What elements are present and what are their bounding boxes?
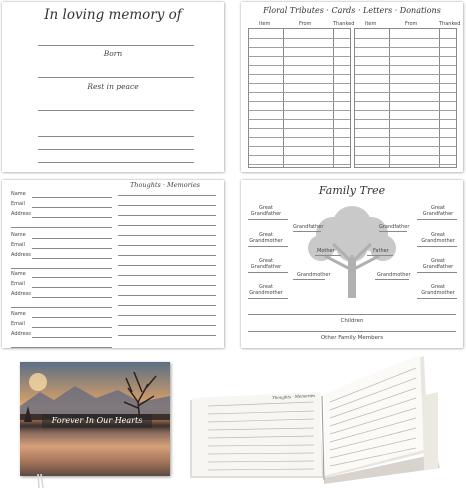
rest-in-peace-label: Rest in peace xyxy=(87,82,139,91)
tributes-table-left xyxy=(248,21,355,168)
table-row-line xyxy=(249,65,350,66)
table-row-line xyxy=(249,110,350,111)
guest-field-label: Email xyxy=(11,321,25,327)
mother-label: Mother xyxy=(317,248,335,254)
bookmark-ribbon xyxy=(36,474,46,488)
memory-writing-line xyxy=(118,205,216,206)
guest-field-label: Address xyxy=(11,252,31,258)
table-row-line xyxy=(249,146,350,147)
great-grandfather-label: Great Grandfather xyxy=(422,205,454,217)
table-row-line xyxy=(249,47,350,48)
guest-field-label: Email xyxy=(11,242,25,248)
table-row-line xyxy=(249,128,350,129)
table-row-line xyxy=(355,38,456,39)
father-label: Father xyxy=(373,248,389,254)
born-line xyxy=(38,77,194,78)
open-book-page-header: Thoughts · Memories xyxy=(271,392,316,401)
column-header-thanked: Thanked xyxy=(333,21,355,27)
table-row-line xyxy=(249,101,350,102)
table-row-line xyxy=(355,146,456,147)
tributes-table-right xyxy=(354,21,461,168)
memory-writing-line xyxy=(118,225,216,226)
guest-field-line xyxy=(11,227,112,228)
table-row-line xyxy=(355,119,456,120)
table-row-line xyxy=(355,83,456,84)
guest-field-line xyxy=(32,197,112,198)
guest-field-label: Name xyxy=(11,271,26,277)
guest-field-line xyxy=(32,317,112,318)
born-label: Born xyxy=(103,49,123,58)
book-cover-title: Forever In Our Hearts xyxy=(51,416,143,425)
memory-writing-line xyxy=(118,265,216,266)
family-tree-card xyxy=(241,180,463,348)
table-row-line xyxy=(355,92,456,93)
table-row-line xyxy=(249,164,350,165)
tributes-page-title: Floral Tributes · Cards · Letters · Donations xyxy=(263,6,441,15)
memory-page-card xyxy=(2,2,224,172)
guest-field-line xyxy=(32,297,112,298)
memory-writing-line xyxy=(118,245,216,246)
table-row-line xyxy=(355,47,456,48)
table-row-line xyxy=(355,155,456,156)
open-guest-book xyxy=(188,356,460,484)
guest-field-label: Email xyxy=(11,201,25,207)
note-line xyxy=(38,136,194,137)
column-header-from: From xyxy=(405,21,418,27)
guest-field-label: Name xyxy=(11,311,26,317)
grandfather-right-label: Grandfather xyxy=(379,224,410,230)
table-row-line xyxy=(355,101,456,102)
memory-writing-line xyxy=(118,325,216,326)
thoughts-page-card xyxy=(2,180,224,348)
memory-writing-line xyxy=(118,255,216,256)
great-grandmother-label: Great Grandmother xyxy=(421,232,455,244)
note-line xyxy=(38,149,194,150)
table-row-line xyxy=(249,74,350,75)
children-label: Children xyxy=(340,318,364,324)
table-row-line xyxy=(355,74,456,75)
column-header-item: Item xyxy=(365,21,377,27)
table-row-line xyxy=(249,92,350,93)
table-row-line xyxy=(249,119,350,120)
book-cover-photo xyxy=(20,362,170,476)
table-row-line xyxy=(249,137,350,138)
guest-field-line xyxy=(32,238,112,239)
memory-writing-line xyxy=(118,285,216,286)
guest-field-line xyxy=(32,287,112,288)
memory-writing-line xyxy=(118,215,216,216)
great-grandmother-label: Great Grandmother xyxy=(249,232,283,244)
memory-writing-line xyxy=(118,305,216,306)
memory-writing-line xyxy=(118,275,216,276)
great-grandfather-label: Great Grandfather xyxy=(250,205,282,217)
guest-field-line xyxy=(11,268,112,269)
great-grandfather-label: Great Grandfather xyxy=(250,258,282,270)
guest-field-line xyxy=(32,277,112,278)
guest-field-line xyxy=(32,258,112,259)
table-row-line xyxy=(249,155,350,156)
memory-writing-line xyxy=(118,295,216,296)
open-book-pages xyxy=(188,356,460,484)
table-row-line xyxy=(355,164,456,165)
table-row-line xyxy=(355,110,456,111)
column-header-from: From xyxy=(299,21,312,27)
memory-writing-line xyxy=(118,195,216,196)
guest-field-line xyxy=(11,307,112,308)
guest-field-line xyxy=(32,327,112,328)
memory-writing-line xyxy=(118,235,216,236)
great-grandfather-label: Great Grandfather xyxy=(422,258,454,270)
family-tree-title: Family Tree xyxy=(318,184,386,197)
guest-field-line xyxy=(32,337,112,338)
grandfather-left-label: Grandfather xyxy=(293,224,324,230)
guest-field-line xyxy=(32,248,112,249)
guest-field-line xyxy=(32,207,112,208)
memory-writing-line xyxy=(118,335,216,336)
table-row-line xyxy=(249,56,350,57)
table-row-line xyxy=(355,137,456,138)
other-family-members-label: Other Family Members xyxy=(320,335,384,341)
guest-field-label: Email xyxy=(11,281,25,287)
grandmother-left-label: Grandmother xyxy=(297,272,331,278)
guest-field-label: Address xyxy=(11,331,31,337)
guest-field-label: Name xyxy=(11,191,26,197)
rest-line xyxy=(38,110,194,111)
column-header-item: Item xyxy=(259,21,271,27)
guest-field-label: Address xyxy=(11,291,31,297)
column-header-thanked: Thanked xyxy=(439,21,461,27)
guest-field-line xyxy=(11,347,112,348)
note-line xyxy=(38,162,194,163)
guest-field-label: Name xyxy=(11,232,26,238)
table-row-line xyxy=(249,38,350,39)
tributes-page-card xyxy=(241,2,463,172)
guest-field-label: Address xyxy=(11,211,31,217)
table-row-line xyxy=(355,128,456,129)
great-grandmother-label: Great Grandmother xyxy=(249,284,283,296)
guest-field-line xyxy=(32,217,112,218)
grandmother-right-label: Grandmother xyxy=(377,272,411,278)
thoughts-page-title: Thoughts · Memories xyxy=(129,181,200,189)
memory-writing-line xyxy=(118,315,216,316)
table-row-line xyxy=(355,65,456,66)
memory-page-title: In loving memory of xyxy=(44,7,182,23)
name-line xyxy=(38,45,194,46)
great-grandmother-label: Great Grandmother xyxy=(421,284,455,296)
table-row-line xyxy=(355,56,456,57)
table-row-line xyxy=(249,83,350,84)
